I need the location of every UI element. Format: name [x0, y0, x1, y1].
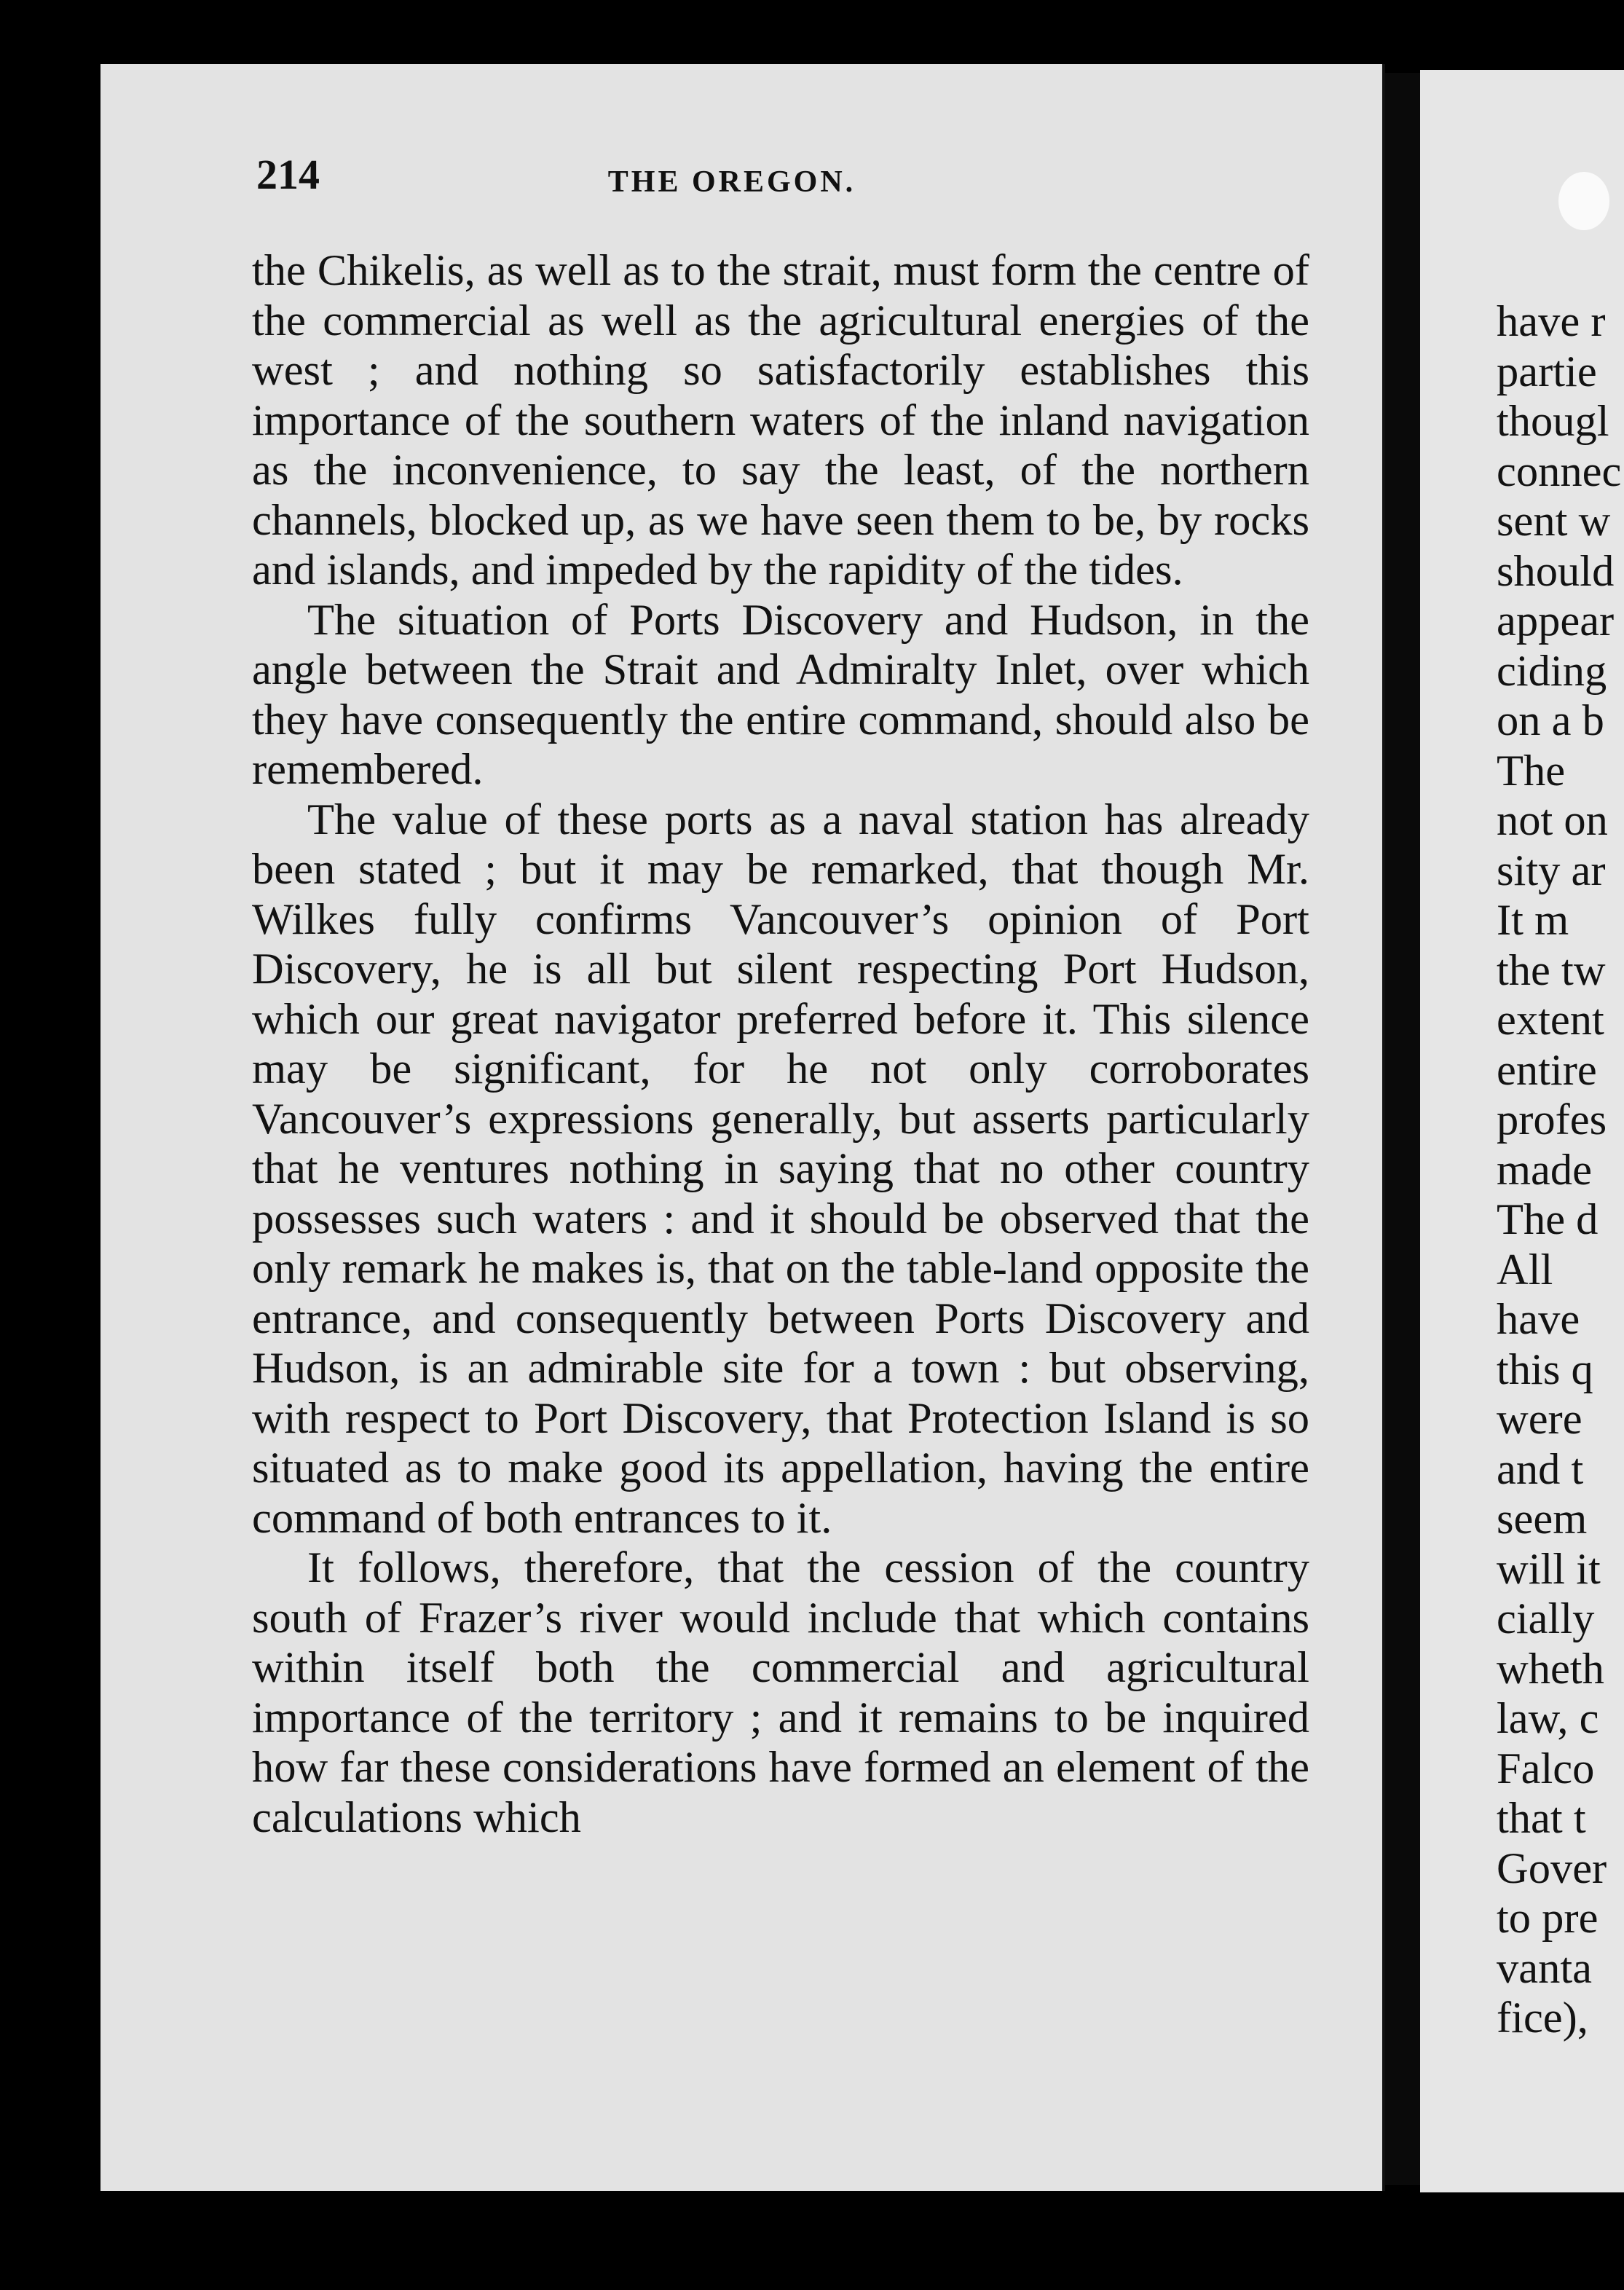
right-page-line: on a b	[1497, 696, 1604, 745]
right-page-line: made	[1497, 1145, 1593, 1195]
right-page-line: profes	[1497, 1095, 1607, 1144]
paragraph: The situation of Ports Discovery and Hudson, in the angle between the Strait and Admiralty Inlet, over which they have consequently the entire command, should also be remembered.	[252, 595, 1309, 794]
paper-blemish	[1558, 172, 1609, 230]
right-page-line: connec	[1497, 446, 1622, 496]
right-page-text	[1497, 297, 1624, 2044]
scan-border	[0, 2192, 1624, 2290]
page-gutter	[1385, 73, 1420, 2185]
right-page-line: and t	[1497, 1444, 1584, 1494]
right-page-line: vanta	[1497, 1943, 1593, 1993]
right-page-line: sity ar	[1497, 846, 1606, 895]
body-text	[252, 246, 1309, 1843]
right-page-line: wheth	[1497, 1644, 1604, 1693]
right-page-line: sent w	[1497, 497, 1611, 546]
right-page-line: The	[1497, 746, 1566, 795]
right-page-line: cially	[1497, 1594, 1595, 1643]
paragraph: The value of these ports as a naval station has already been stated ; but it may be remarked, that though Mr. Wilkes fully confirms Vancouver’s opinion of Port Discovery, he is all but silent respecting Port Hudson, which our great navigator preferred before it. This silence may be significant, for he not only corroborates Vancouver’s expressions generally, but asserts particularly that he ventures nothing in saying that no other country possesses such waters : and it should be observed that the only remark he makes is, that on the table-land opposite the entrance, and consequently between Ports Discovery and Hudson, is an admirable site for a town : but observing, with respect to Port Discovery, that Protection Island is so situated as to make good its appellation, having the entire command of both entrances to it.	[252, 795, 1309, 1543]
right-page-line: have	[1497, 1295, 1580, 1344]
right-page-line: this q	[1497, 1345, 1593, 1394]
right-page-line: ciding	[1497, 646, 1607, 696]
right-page-line: extent	[1497, 996, 1604, 1044]
right-page-line: It m	[1497, 896, 1569, 945]
right-page-line: the tw	[1497, 945, 1606, 995]
paragraph: It follows, therefore, that the cession of the country south of Frazer’s river would include that which contains within itself both the commercial and agricultural importance of the territory ; and it remains to be inquired how far these considerations have formed an element of the calculations which	[252, 1543, 1309, 1842]
right-page-line: partie	[1497, 347, 1597, 396]
right-page-line: appear	[1497, 597, 1615, 645]
right-page-line: were	[1497, 1395, 1582, 1444]
page-header	[153, 150, 1311, 201]
right-page-line: Gover	[1497, 1844, 1607, 1893]
page-number: 214	[256, 151, 320, 198]
right-page-line: fice),	[1497, 1994, 1588, 2042]
right-page-line: to pre	[1497, 1894, 1599, 1943]
right-page-line: that t	[1497, 1794, 1586, 1843]
right-page-line: have r	[1497, 297, 1606, 346]
right-page-line: entire	[1497, 1045, 1597, 1095]
running-head: THE OREGON.	[607, 165, 856, 199]
paragraph: the Chikelis, as well as to the strait, must form the centre of the commercial as well as the agricultural energies of the west ; and nothing so satisfactorily establishes this importance of the southern waters of the inland navigation as the inconvenience, to say the least, of the northern channels, blocked up, as we have seen them to be, by rocks and islands, and impeded by the rapidity of the tides.	[252, 246, 1309, 594]
right-page-line: Falco	[1497, 1744, 1595, 1793]
right-page-line: The d	[1497, 1195, 1599, 1244]
right-page-line: not on	[1497, 796, 1608, 845]
right-page-line: seem	[1497, 1495, 1588, 1543]
right-page-line: should	[1497, 546, 1615, 596]
right-page-line: will it	[1497, 1544, 1601, 1594]
right-page-line: All	[1497, 1245, 1553, 1294]
right-page-line: thougl	[1497, 397, 1609, 446]
right-page-line: law, c	[1497, 1694, 1599, 1743]
